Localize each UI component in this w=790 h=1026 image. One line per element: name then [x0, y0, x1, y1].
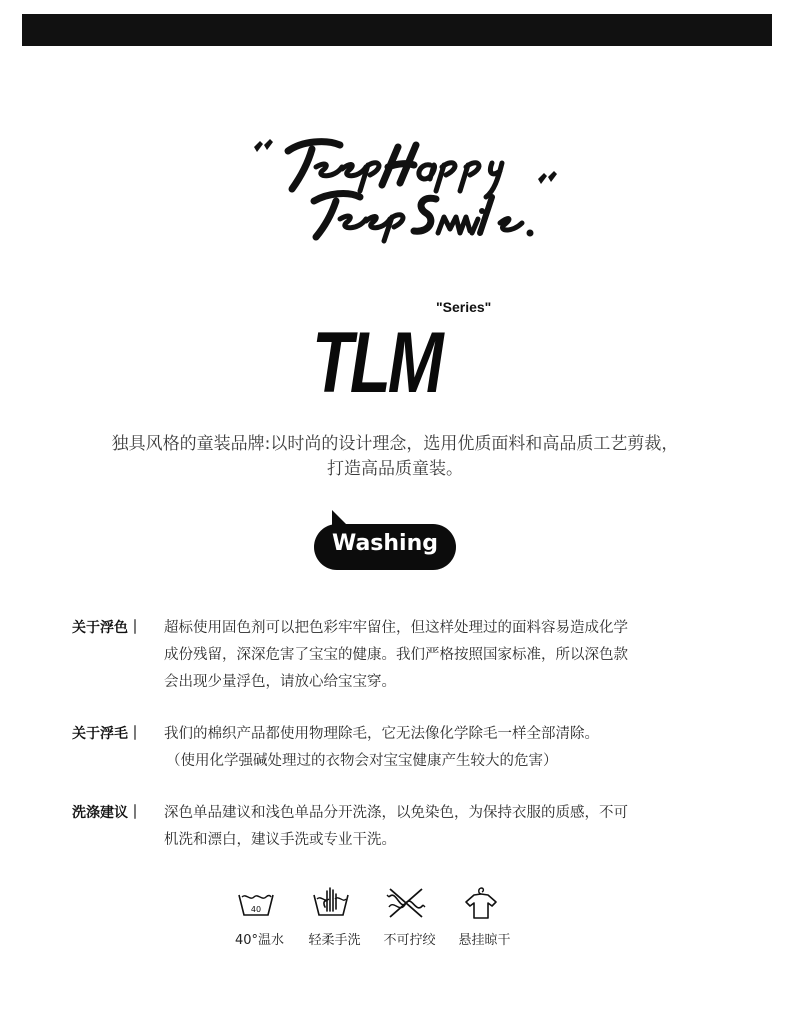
note-line: 深色单品建议和浅色单品分开洗涤，以免染色，为保持衣服的质感，不可: [164, 805, 628, 821]
intro-line: 独具风格的童装品牌:以时尚的设计理念，选用优质面料和高品质工艺剪裁，: [111, 434, 679, 454]
brand-intro: [60, 432, 730, 482]
hang-dry-icon: [461, 885, 501, 921]
care-notes: [72, 615, 732, 879]
series-label: "Series": [436, 299, 492, 315]
note-line: 我们的棉织产品都使用物理除毛，它无法像化学除毛一样全部清除。: [164, 726, 599, 742]
care-label-hang-dry: 悬挂晾干: [458, 933, 511, 948]
intro-line: 打造高品质童装。: [327, 459, 463, 479]
note-line: 超标使用固色剂可以把色彩牢牢留住，但这样处理过的面料容易造成化学: [164, 620, 628, 636]
care-label-warm-water: 40°温水: [234, 933, 285, 948]
wash-40-icon: [236, 885, 276, 921]
note-line: （使用化学强碱处理过的衣物会对宝宝健康产生较大的危害）: [166, 753, 558, 769]
note-row-washing-advice: [72, 800, 732, 854]
note-label: 洗涤建议｜: [72, 805, 142, 821]
note-row-floating-color: [72, 615, 732, 696]
care-label-no-wring: 不可拧绞: [383, 933, 436, 948]
note-line: 会出现少量浮色，请放心给宝宝穿。: [164, 674, 396, 690]
note-line: 机洗和漂白，建议手洗或专业干洗。: [164, 832, 396, 848]
care-icons: [222, 885, 532, 948]
section-title: Washing: [331, 531, 439, 556]
note-line: 成份残留，深深危害了宝宝的健康。我们严格按照国家标准，所以深色款: [164, 647, 628, 663]
hand-wash-icon: [311, 885, 351, 921]
note-row-lint: [72, 721, 732, 775]
wash-temp-text: 40: [250, 905, 262, 914]
do-not-wring-icon: [386, 885, 426, 921]
top-bar: [22, 14, 772, 46]
washing-speech-bubble: [310, 508, 460, 574]
brand-name: TLM: [312, 315, 441, 411]
keep-happy-logo: [230, 115, 560, 245]
care-label-hand-wash: 轻柔手洗: [308, 933, 361, 948]
note-label: 关于浮色｜: [72, 620, 142, 636]
note-label: 关于浮毛｜: [72, 726, 142, 742]
